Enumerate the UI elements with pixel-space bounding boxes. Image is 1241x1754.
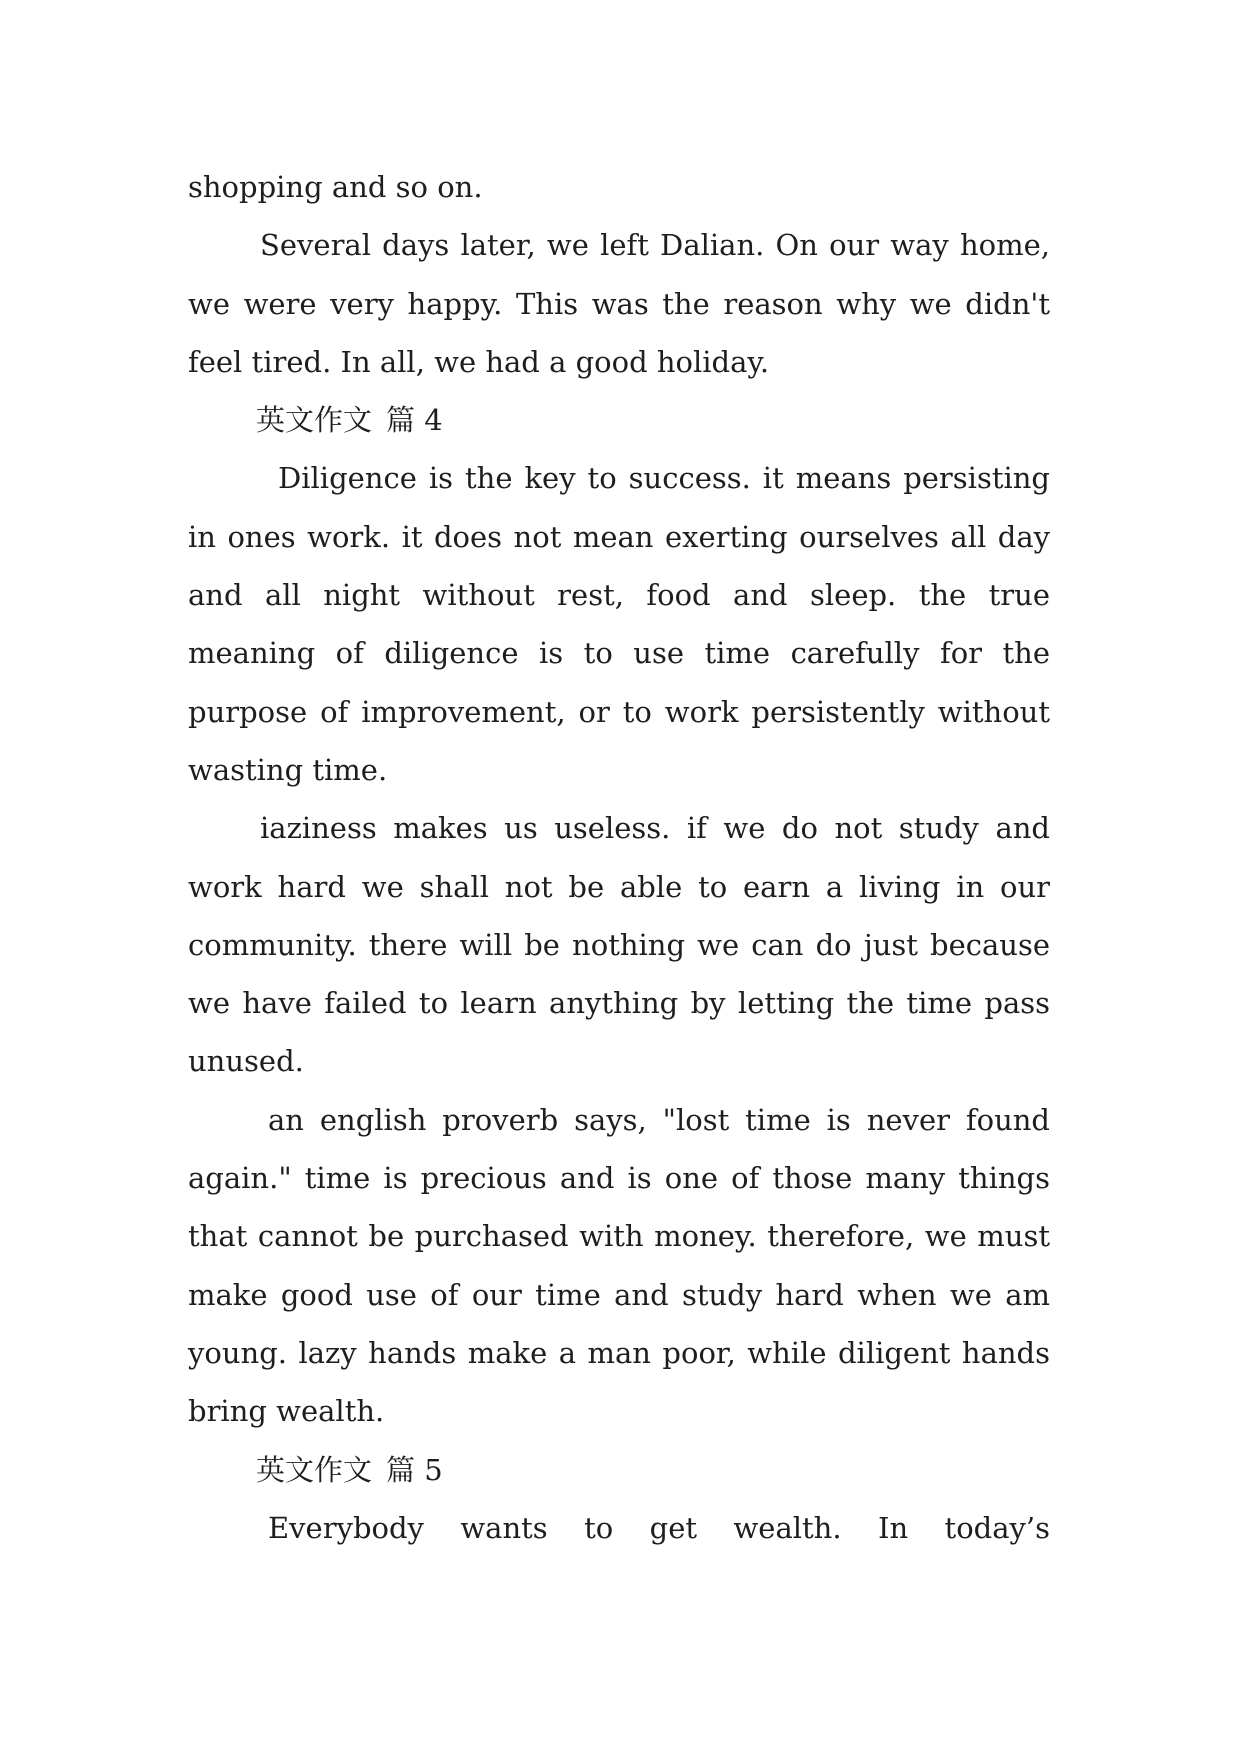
paragraph-several-days: Several days later, we left Dalian. On our way home, we were very happy. This was the reason why we didn't feel tired. In all, we had a good holiday.	[188, 228, 1050, 379]
section-heading-number: 篇 4	[386, 403, 443, 438]
section-heading-4	[188, 391, 1050, 449]
paragraph-laziness: iaziness makes us useless. if we do not study and work hard we shall not be able to earn a living in our community. there will be nothing we can do just because we have failed to learn anything by letting the time pass unused.	[188, 811, 1050, 1079]
paragraph-diligence: Diligence is the key to success. it means persisting in ones work. it does not mean exerting ourselves all day and all night without rest, food and sleep. the true meaning of diligence is to use time carefully for the purpose of improvement, or to work persistently without wasting time.	[188, 461, 1050, 787]
document-body	[188, 158, 1050, 1557]
section-heading-5	[188, 1441, 1050, 1499]
paragraph-continuation: shopping and so on.	[188, 170, 483, 204]
section-heading-title: 英文作文	[256, 1452, 373, 1487]
section-heading-number: 篇 5	[386, 1452, 443, 1487]
paragraph-proverb: an english proverb says, "lost time is never found again." time is precious and is one of those many things that cannot be purchased with money. therefore, we must make good use of our time and study hard when we am young. lazy hands make a man poor, while diligent hands bring wealth.	[188, 1102, 1050, 1429]
paragraph-wealth-start: Everybody wants to get wealth. In today’s	[268, 1510, 1050, 1545]
section-heading-title: 英文作文	[256, 403, 373, 438]
